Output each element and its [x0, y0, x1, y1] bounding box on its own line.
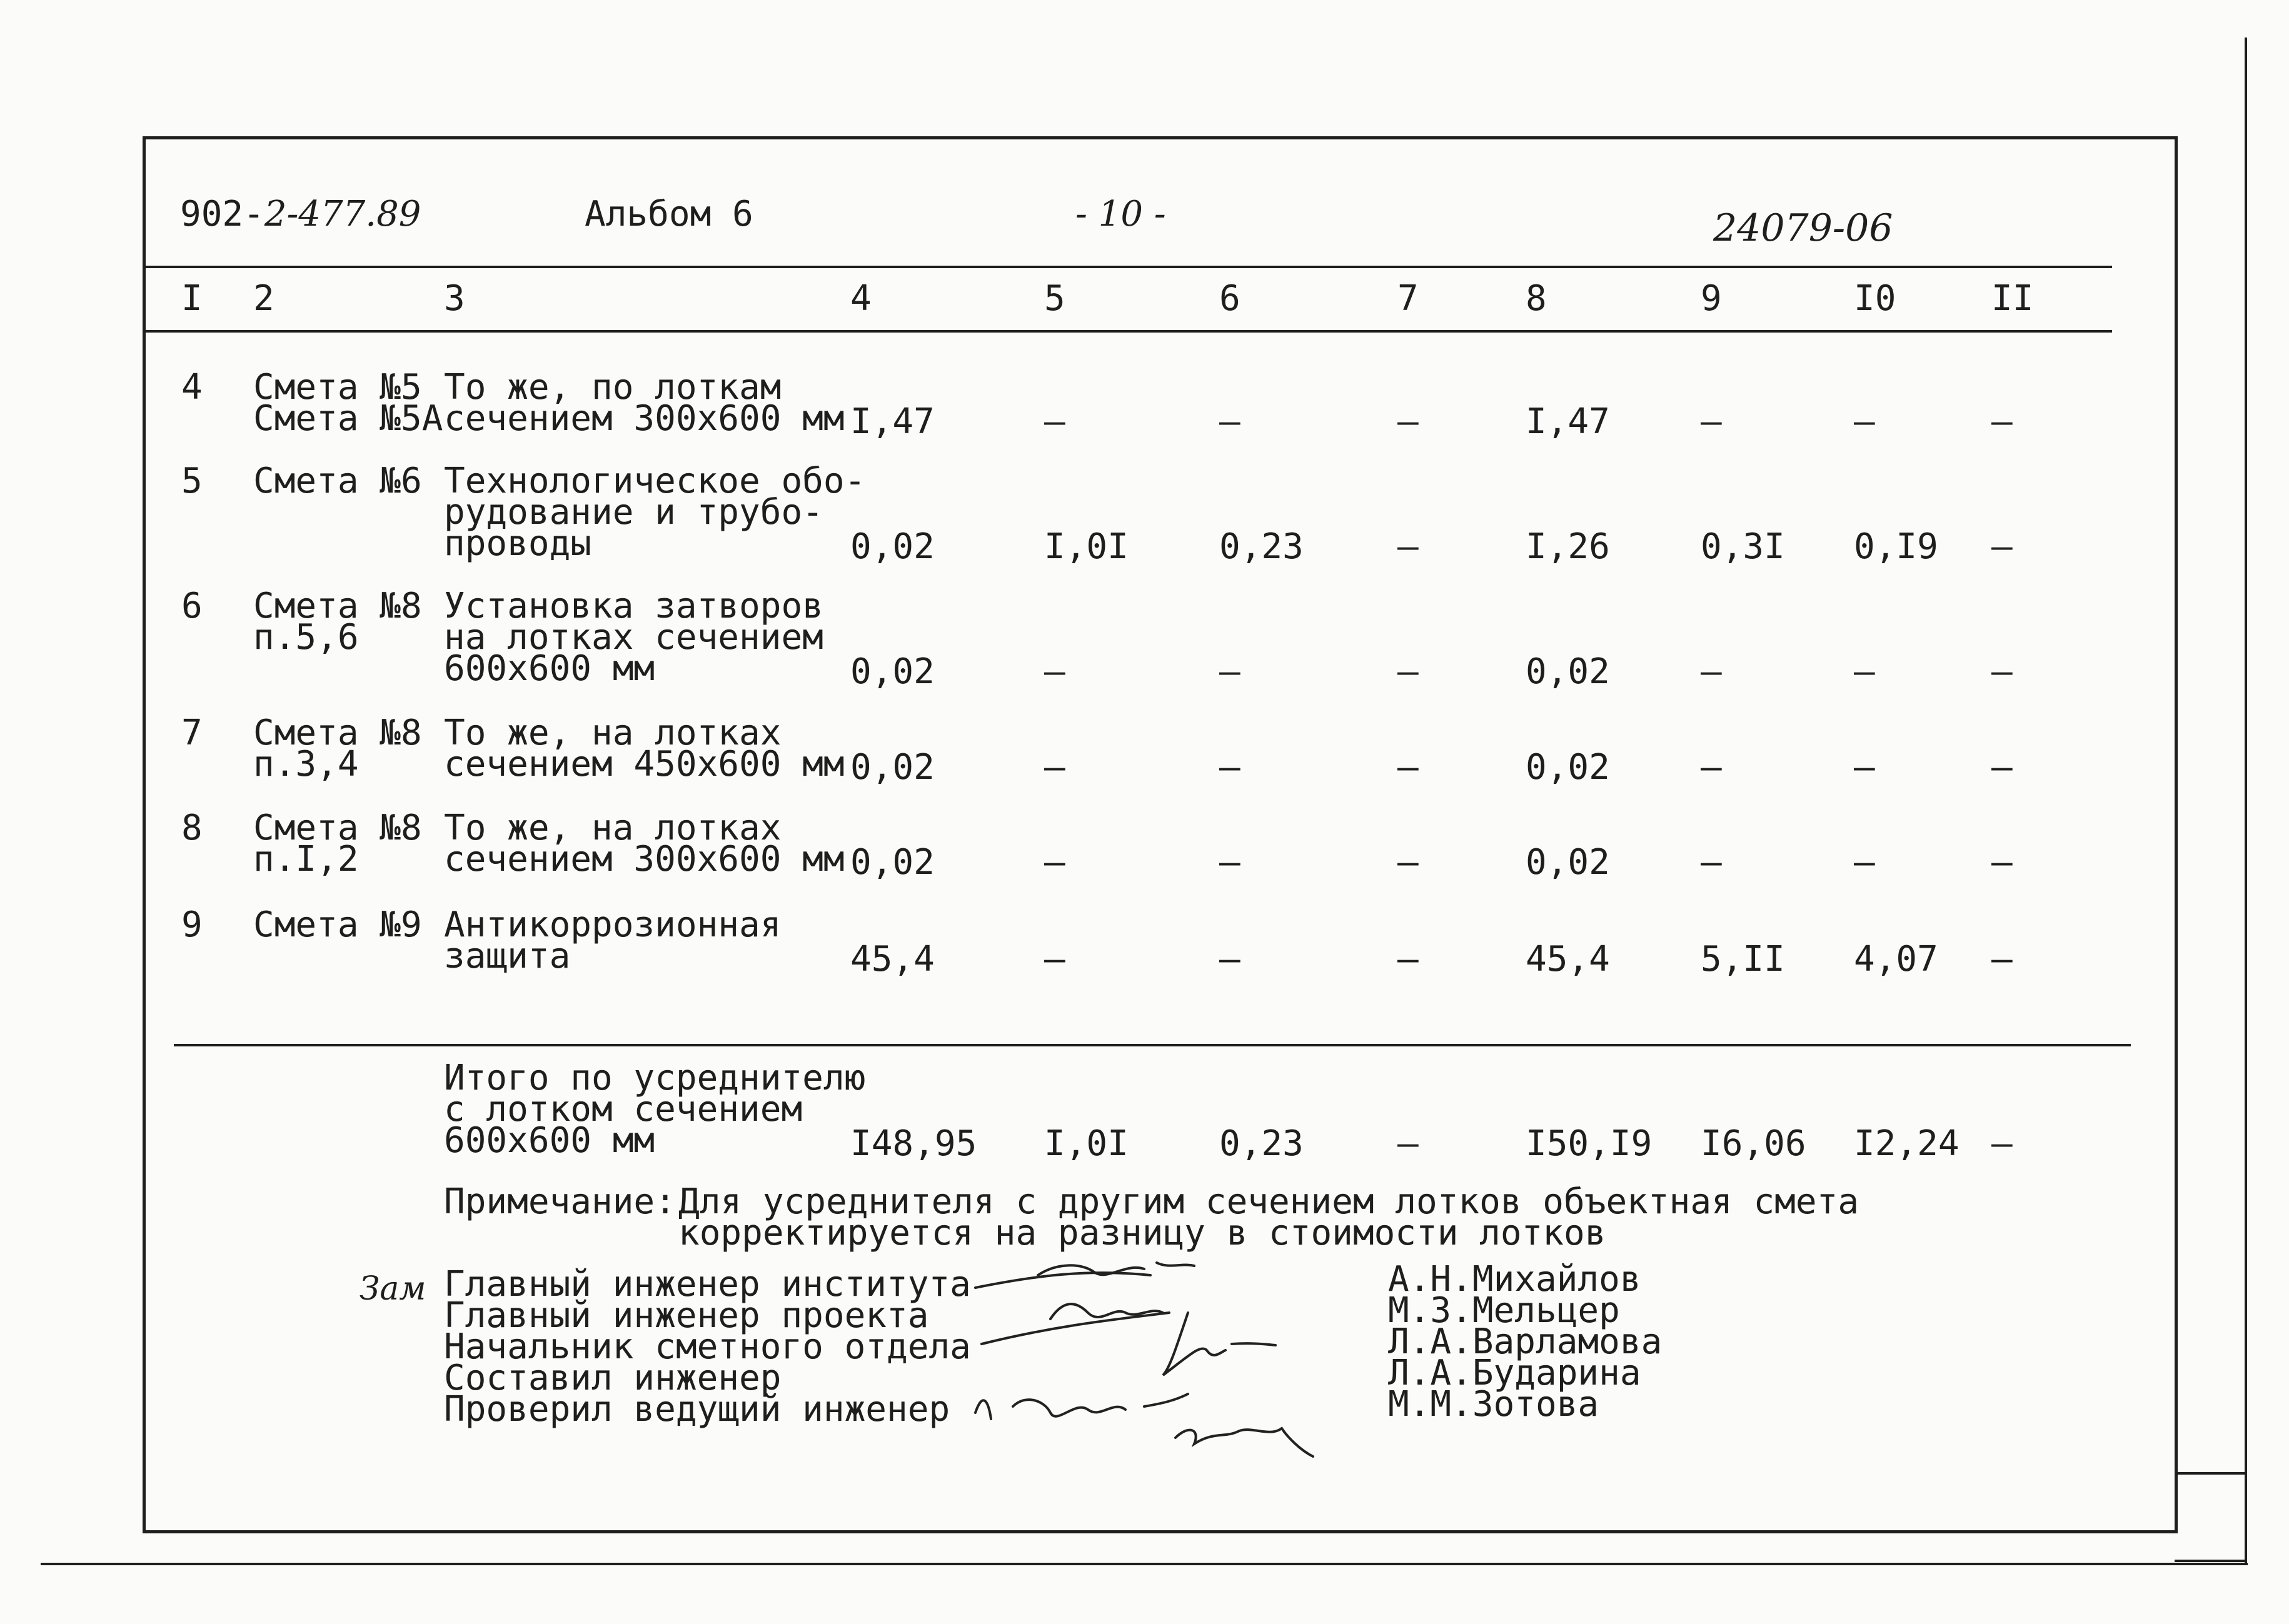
frame-outer-right-border	[2245, 38, 2247, 1563]
row-value-col-6: –	[1219, 747, 1240, 788]
column-header-7: 7	[1397, 278, 1419, 319]
row-value-col-4: 0,02	[850, 526, 935, 567]
row-number: 8	[181, 808, 203, 848]
frame-inner-right-border	[2175, 136, 2178, 1533]
row-value-col-11: –	[1991, 939, 2013, 980]
column-header-4: 4	[850, 278, 872, 319]
total-value-col-8: I50,I9	[1526, 1123, 1653, 1164]
total-value-col-6: 0,23	[1219, 1123, 1304, 1164]
row-value-col-9: –	[1701, 842, 1722, 883]
row-value-col-8: 0,02	[1526, 747, 1610, 788]
row-value-col-11: –	[1991, 401, 2013, 442]
total-description: Итого по усреднителю	[444, 1058, 866, 1098]
row-value-col-11: –	[1991, 842, 2013, 883]
row-estimate-ref: Смета №5	[253, 367, 422, 408]
row-value-col-9: 5,II	[1701, 939, 1785, 980]
row-estimate-ref: п.I,2	[253, 839, 359, 880]
total-value-col-9: I6,06	[1701, 1123, 1806, 1164]
row-value-col-11: –	[1991, 526, 2013, 567]
frame-left-border	[143, 136, 146, 1533]
row-value-col-9: 0,3I	[1701, 526, 1785, 567]
table-header-top-line	[143, 266, 2112, 268]
signature-scribbles	[963, 1250, 1363, 1463]
row-estimate-ref: Смета №5А	[253, 398, 443, 439]
row-estimate-ref: Смета №8	[253, 586, 422, 626]
row-estimate-ref: Смета №6	[253, 461, 422, 501]
row-value-col-10: 4,07	[1854, 939, 1938, 980]
frame-stamp-line-top	[2175, 1472, 2247, 1475]
row-description: Установка затворов	[444, 586, 823, 626]
total-value-col-4: I48,95	[850, 1123, 977, 1164]
total-description: 600х600 мм	[444, 1120, 655, 1161]
frame-bottom-border	[143, 1530, 2178, 1533]
row-estimate-ref: Смета №8	[253, 808, 422, 848]
frame-stamp-line-bottom	[2175, 1560, 2247, 1562]
row-value-col-10: –	[1854, 842, 1875, 883]
note-line-2: корректируется на разницу в стоимости лотков	[678, 1213, 1606, 1253]
doc-code-handwritten: 2-477.89	[264, 194, 421, 234]
note-line-1: Для усреднителя с другим сечением лотков объектная смета	[678, 1181, 1859, 1222]
row-description: рудование и трубо-	[444, 492, 823, 533]
table-total-line	[174, 1044, 2131, 1046]
signature-name: М.М.Зотова	[1388, 1384, 1599, 1425]
column-header-6: 6	[1219, 278, 1240, 319]
row-value-col-4: 0,02	[850, 747, 935, 788]
row-value-col-4: 0,02	[850, 651, 935, 692]
signature-role: Главный инженер института	[444, 1264, 971, 1305]
signature-meltser	[982, 1304, 1169, 1344]
row-value-col-8: 45,4	[1526, 939, 1610, 980]
column-header-8: 8	[1526, 278, 1547, 319]
column-header-9: 9	[1701, 278, 1722, 319]
row-value-col-11: –	[1991, 747, 2013, 788]
row-value-col-6: –	[1219, 651, 1240, 692]
signature-varlamova	[1163, 1313, 1275, 1375]
row-value-col-8: 0,02	[1526, 651, 1610, 692]
signature-name: А.Н.Михайлов	[1388, 1259, 1641, 1300]
row-description: на лотках сечением	[444, 617, 823, 658]
row-number: 9	[181, 905, 203, 945]
signature-role: Проверил ведущий инженер	[444, 1389, 950, 1430]
row-value-col-10: –	[1854, 401, 1875, 442]
row-value-col-9: –	[1701, 747, 1722, 788]
column-header-5: 5	[1044, 278, 1065, 319]
row-value-col-8: 0,02	[1526, 842, 1610, 883]
total-value-col-7: –	[1397, 1123, 1419, 1164]
signature-mikhailov	[975, 1263, 1194, 1288]
table-header-bottom-line	[143, 330, 2112, 333]
row-value-col-4: 45,4	[850, 939, 935, 980]
column-header-2: 2	[253, 278, 274, 319]
row-value-col-4: 0,02	[850, 842, 935, 883]
row-value-col-5: –	[1044, 401, 1065, 442]
row-description: Антикоррозионная	[444, 905, 782, 945]
row-number: 6	[181, 586, 203, 626]
column-header-10: I0	[1854, 278, 1896, 319]
signature-role: Составил инженер	[444, 1358, 782, 1398]
signature-zotova	[1175, 1428, 1313, 1456]
row-value-col-5: –	[1044, 747, 1065, 788]
row-value-col-9: –	[1701, 401, 1722, 442]
row-value-col-7: –	[1397, 526, 1419, 567]
row-value-col-6: 0,23	[1219, 526, 1304, 567]
row-description: 600х600 мм	[444, 648, 655, 689]
row-description: сечением 300х600 мм	[444, 839, 845, 880]
total-value-col-5: I,0I	[1044, 1123, 1129, 1164]
row-value-col-5: –	[1044, 651, 1065, 692]
row-description: сечением 300х600 мм	[444, 398, 845, 439]
signature-budarina	[975, 1394, 1188, 1419]
total-value-col-10: I2,24	[1854, 1123, 1959, 1164]
row-value-col-5: –	[1044, 842, 1065, 883]
column-header-3: 3	[444, 278, 465, 319]
row-description: проводы	[444, 523, 592, 564]
row-description: То же, по лоткам	[444, 367, 782, 408]
row-value-col-5: I,0I	[1044, 526, 1129, 567]
zam-handwritten: Зам	[360, 1270, 426, 1308]
row-value-col-5: –	[1044, 939, 1065, 980]
row-value-col-10: –	[1854, 651, 1875, 692]
row-value-col-7: –	[1397, 401, 1419, 442]
frame-cut-line	[41, 1563, 2248, 1565]
row-value-col-10: –	[1854, 747, 1875, 788]
column-header-1: I	[181, 278, 203, 319]
row-description: То же, на лотках	[444, 713, 782, 753]
column-header-11: II	[1991, 278, 2034, 319]
row-value-col-7: –	[1397, 651, 1419, 692]
signature-role: Главный инженер проекта	[444, 1295, 929, 1336]
row-value-col-11: –	[1991, 651, 2013, 692]
doc-code-prefix: 902-	[180, 194, 264, 234]
total-value-col-11: –	[1991, 1123, 2013, 1164]
signature-name: Л.А.Варламова	[1388, 1321, 1663, 1362]
row-value-col-7: –	[1397, 842, 1419, 883]
doc-code	[180, 194, 421, 234]
frame-top-border	[143, 136, 2178, 139]
row-description: защита	[444, 936, 571, 976]
row-value-col-7: –	[1397, 939, 1419, 980]
row-description: сечением 450х600 мм	[444, 744, 845, 784]
row-value-col-7: –	[1397, 747, 1419, 788]
sheet-code: 24079-06	[1713, 206, 1893, 250]
row-value-col-8: I,26	[1526, 526, 1610, 567]
row-number: 4	[181, 367, 203, 408]
row-estimate-ref: Смета №9	[253, 905, 422, 945]
signature-name: М.З.Мельцер	[1388, 1290, 1620, 1331]
row-value-col-6: –	[1219, 401, 1240, 442]
signature-role: Начальник сметного отдела	[444, 1326, 971, 1367]
row-value-col-6: –	[1219, 842, 1240, 883]
row-number: 7	[181, 713, 203, 753]
album-label: Альбом 6	[585, 194, 753, 234]
row-value-col-10: 0,I9	[1854, 526, 1938, 567]
row-estimate-ref: Смета №8	[253, 713, 422, 753]
total-description: с лотком сечением	[444, 1089, 803, 1130]
row-value-col-8: I,47	[1526, 401, 1610, 442]
note-label: Примечание:	[444, 1181, 676, 1222]
row-number: 5	[181, 461, 203, 501]
page-number: - 10 -	[1075, 194, 1166, 234]
row-value-col-4: I,47	[850, 401, 935, 442]
row-value-col-6: –	[1219, 939, 1240, 980]
row-estimate-ref: п.3,4	[253, 744, 359, 784]
row-value-col-9: –	[1701, 651, 1722, 692]
row-description: Технологическое обо-	[444, 461, 866, 501]
row-description: То же, на лотках	[444, 808, 782, 848]
row-estimate-ref: п.5,6	[253, 617, 359, 658]
signature-name: Л.А.Бударина	[1388, 1353, 1641, 1393]
